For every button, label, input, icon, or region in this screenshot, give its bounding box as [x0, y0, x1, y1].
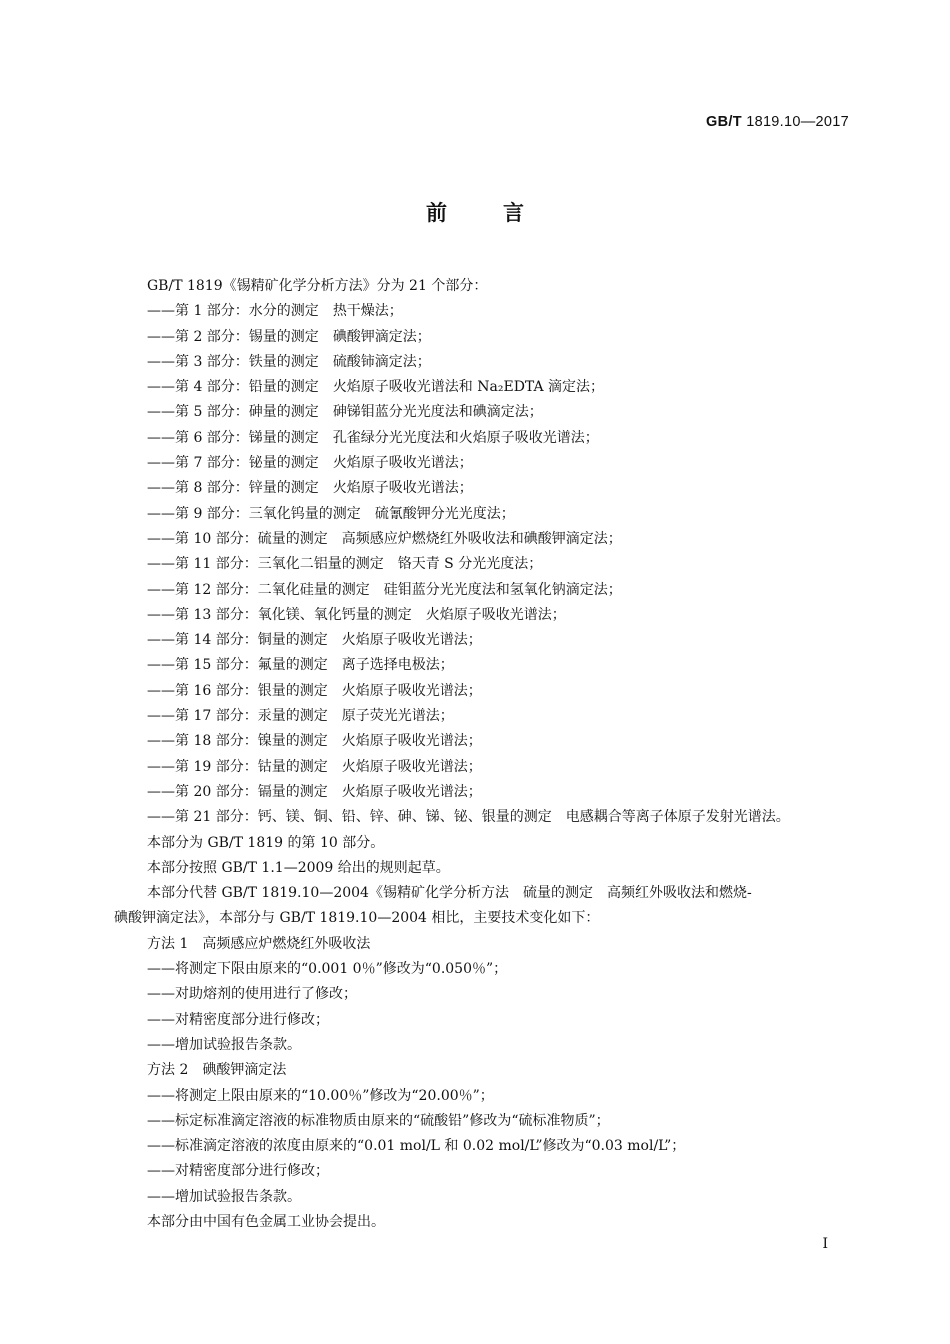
part-title: ——第 18 部分：镍量的测定: [147, 733, 328, 750]
title-char-2: 言: [503, 201, 524, 225]
standard-prefix: GB/T: [706, 114, 742, 130]
part-item: [114, 350, 854, 375]
part-item: [114, 476, 854, 501]
part-title: ——第 15 部分：氟量的测定: [147, 657, 328, 674]
standard-number: 1819.10—2017: [746, 114, 849, 130]
method-2-change: ——标准滴定溶液的浓度由原来的“0.01 mol/L 和 0.02 mol/L”修改为“0.03 mol/L”；: [147, 1138, 686, 1155]
part-title: ——第 6 部分：锑量的测定: [147, 429, 319, 446]
part-title: ——第 21 部分：钙、镁、铜、铅、锌、砷、锑、铋、银量的测定: [147, 809, 552, 826]
part-method: 火焰原子吸收光谱法；: [341, 682, 482, 699]
part-item: [114, 527, 854, 552]
part-method: 硅钼蓝分光光度法和氢氧化钠滴定法；: [383, 581, 622, 598]
part-item: [114, 375, 854, 400]
part-method: 离子选择电极法；: [341, 657, 454, 674]
method-1-label: 方法 1: [147, 935, 189, 952]
page-number: I: [822, 1236, 828, 1252]
method-2-heading: [114, 1058, 854, 1083]
intro-paragraph: GB/T 1819《锡精矿化学分析方法》分为 21 个部分：: [147, 278, 488, 294]
method-1-name: 高频感应炉燃烧红外吸收法: [202, 935, 371, 952]
part-title: ——第 17 部分：汞量的测定: [147, 708, 328, 725]
drafting-rules-statement: 本部分按照 GB/T 1.1—2009 给出的规则起草。: [147, 859, 450, 876]
part-title: ——第 10 部分：硫量的测定: [147, 530, 328, 547]
method-2-change: ——标定标准滴定溶液的标准物质由原来的“硫酸铅”修改为“硫标准物质”；: [147, 1112, 610, 1129]
part-item: [114, 653, 854, 678]
method-2-label: 方法 2: [147, 1062, 189, 1079]
part-item: [114, 325, 854, 350]
part-method: 火焰原子吸收光谱法；: [341, 783, 482, 800]
part-title: ——第 20 部分：镉量的测定: [147, 783, 328, 800]
method-2-change: ——增加试验报告条款。: [147, 1188, 301, 1205]
part-item: [114, 552, 854, 577]
part-title: ——第 5 部分：砷量的测定: [147, 404, 319, 421]
part-title: ——第 1 部分：水分的测定: [147, 303, 319, 320]
method-2-change: ——将测定上限由原来的“10.00％”修改为“20.00％”；: [147, 1087, 494, 1104]
title-char-1: 前: [426, 201, 447, 225]
part-title: ——第 19 部分：钴量的测定: [147, 758, 328, 775]
part-title: ——第 12 部分：二氧化硅量的测定: [147, 581, 370, 598]
part-title: ——第 16 部分：银量的测定: [147, 682, 328, 699]
part-method: 火焰原子吸收光谱法；: [341, 632, 482, 649]
replaces-statement-line-1: 本部分代替 GB/T 1819.10—2004《锡精矿化学分析方法 硫量的测定 高频红外吸收法和燃烧-: [147, 885, 752, 902]
standard-number-header: [706, 114, 849, 130]
part-title: ——第 9 部分：三氧化钨量的测定: [147, 505, 361, 522]
part-item: [114, 299, 854, 324]
part-title: ——第 14 部分：铜量的测定: [147, 632, 328, 649]
part-method: 砷锑钼蓝分光光度法和碘滴定法；: [332, 404, 543, 421]
method-2-name: 碘酸钾滴定法: [202, 1062, 287, 1079]
part-item: [114, 729, 854, 754]
part-method: 孔雀绿分光光度法和火焰原子吸收光谱法；: [332, 429, 599, 446]
part-item: [114, 780, 854, 805]
part-method: 火焰原子吸收光谱法；: [332, 455, 473, 472]
part-method: 碘酸钾滴定法；: [332, 328, 431, 345]
is-part-statement: 本部分为 GB/T 1819 的第 10 部分。: [147, 834, 385, 851]
method-1-heading: [114, 932, 854, 957]
part-method: 硫氰酸钾分光光度法；: [374, 505, 515, 522]
part-item: [114, 502, 854, 527]
part-item: [114, 755, 854, 780]
foreword-body: [114, 274, 854, 1235]
part-item: [114, 426, 854, 451]
method-1-change: ——对助熔剂的使用进行了修改；: [147, 986, 357, 1003]
method-1-change: ——对精密度部分进行修改；: [147, 1011, 329, 1028]
part-method: 高频感应炉燃烧红外吸收法和碘酸钾滴定法；: [341, 530, 622, 547]
method-1-change: ——增加试验报告条款。: [147, 1036, 301, 1053]
part-method: 火焰原子吸收光谱法；: [332, 480, 473, 497]
part-title: ——第 7 部分：铋量的测定: [147, 455, 319, 472]
part-item: [114, 805, 854, 830]
part-item: [114, 628, 854, 653]
part-title: ——第 3 部分：铁量的测定: [147, 353, 319, 370]
part-method: 铬天青 S 分光光度法；: [397, 556, 543, 573]
part-title: ——第 8 部分：锌量的测定: [147, 480, 319, 497]
part-item: [114, 704, 854, 729]
part-method: 硫酸铈滴定法；: [332, 353, 431, 370]
method-1-change: ——将测定下限由原来的“0.001 0％”修改为“0.050％”；: [147, 961, 508, 978]
part-method: 原子荧光光谱法；: [341, 708, 454, 725]
part-method: 电感耦合等离子体原子发射光谱法。: [565, 809, 790, 826]
part-title: ——第 2 部分：锡量的测定: [147, 328, 319, 345]
method-2-change: ——对精密度部分进行修改；: [147, 1163, 329, 1180]
part-title: ——第 13 部分：氧化镁、氧化钙量的测定: [147, 606, 412, 623]
replaces-statement-line-2: 碘酸钾滴定法》，本部分与 GB/T 1819.10—2004 相比，主要技术变化如下：: [114, 910, 600, 927]
part-method: 火焰原子吸收光谱法；: [341, 733, 482, 750]
part-item: [114, 578, 854, 603]
part-title: ——第 4 部分：铅量的测定: [147, 379, 319, 396]
part-method: 火焰原子吸收光谱法和 Na₂EDTA 滴定法；: [332, 379, 605, 396]
part-method: 火焰原子吸收光谱法；: [425, 606, 566, 623]
part-title: ——第 11 部分：三氧化二铝量的测定: [147, 556, 384, 573]
proposed-by-statement: 本部分由中国有色金属工业协会提出。: [147, 1213, 385, 1230]
part-item: [114, 451, 854, 476]
part-item: [114, 400, 854, 425]
part-item: [114, 603, 854, 628]
page-title: [0, 197, 950, 227]
part-item: [114, 679, 854, 704]
part-method: 热干燥法；: [332, 303, 403, 320]
part-method: 火焰原子吸收光谱法；: [341, 758, 482, 775]
